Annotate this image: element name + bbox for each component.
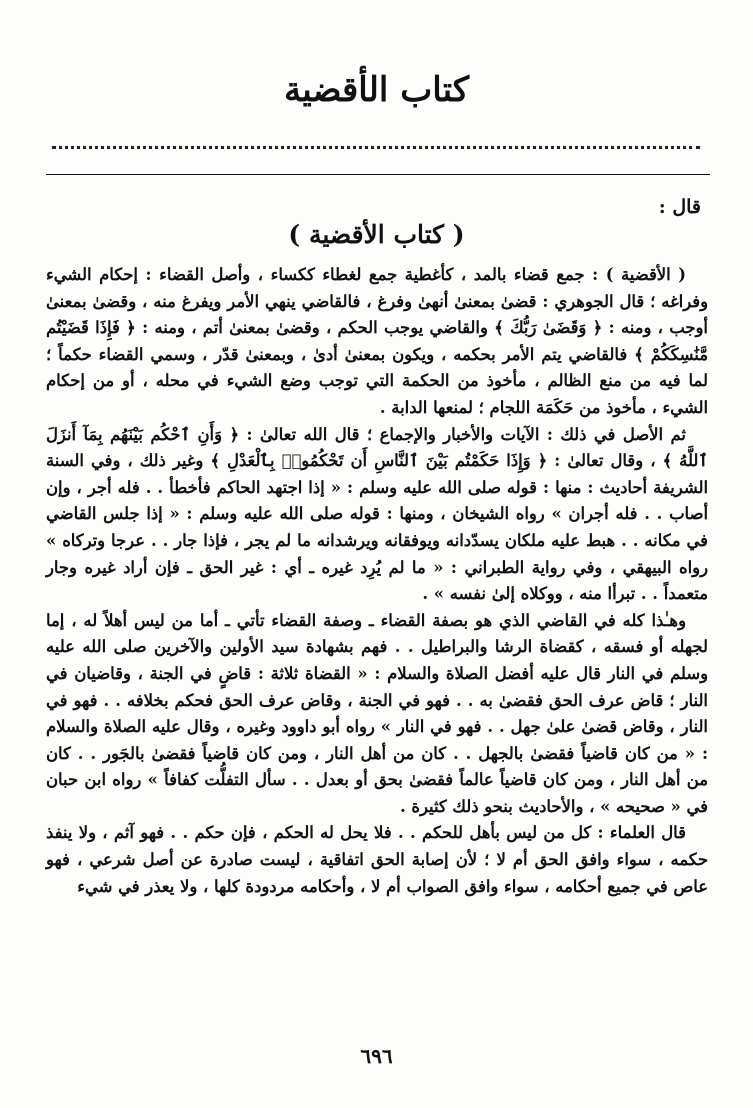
dotted-divider — [52, 146, 700, 149]
paragraph: ثم الأصل في ذلك : الآيات والأخبار والإجماع ؛ قال الله تعالىٰ : ﴿ وَأَنِ ٱحْكُم بَيْنَهُم بِمَآ أَنزَلَ ٱللَّهُ ﴾ ، وقال تعالىٰ : ﴿ وَإِذَا حَكَمْتُم بَيْنَ ٱلنَّاسِ أَن تَحْكُمُوا۟ بِٱلْعَدْلِ ﴾ وغير ذلك ، وفي السنة الشريفة أحاديث : منها : قوله صلى الله عليه وسلم : « إذا اجتهد الحاكم فأخطأ . . فله أجر ، وإن أصاب . . فله أجران » رواه الشيخان ، ومنها : قوله صلى الله عليه وسلم : « إذا جلس القاضي في مكانه . . هبط عليه ملكان يسدّدانه ويوفقانه ويرشدانه ما لم يجر ، فإذا جار . . عرجا وتركاه » رواه البيهقي ، وفي رواية الطبراني : « ما لم يُرِد غيره ـ أي : غير الحق ـ فإن أراد غيره وجار متعمداً . . تبرأا منه ، ووكلاه إلىٰ نفسه » . — [46, 424, 708, 604]
page-number: ٦٩٦ — [360, 1044, 393, 1068]
paragraph: ( الأقضية ) : جمع قضاء بالمد ، كأغطية جمع لغطاء ككساء ، وأصل القضاء : إحكام الشيء وفراغه ؛ قال الجوهري : قضىٰ بمعنىٰ أنهىٰ وفرغ ، فالقاضي ينهي الأمر ويفرغ منه ، وقضىٰ بمعنىٰ أوجب ، ومنه : ﴿ وَقَضَىٰ رَبُّكَ ﴾ والقاضي يوجب الحكم ، وقضىٰ بمعنىٰ أتم ، ومنه : ﴿ فَإِذَا قَضَيْتُم مَّنَٰسِكَكُمْ ﴾ فالقاضي يتم الأمر بحكمه ، ويكون بمعنىٰ أدىٰ ، وبمعنىٰ قدّر ، وسمي القضاء حكماً ؛ لما فيه من منع الظالم ، مأخوذ من الحكمة التي توجب وضع الشيء في محله ، أو من إحكام الشيء ، مأخوذ من حَكَمَة اللجام ؛ لمنعها الدابة . — [46, 265, 708, 417]
paragraph: وهـٰذا كله في القاضي الذي هو بصفة القضاء ـ وصفة القضاء تأتي ـ أما من ليس أهلاً له ، إما لجهله أو فسقه ، كقضاة الرشا والبراطيل . . فهم بشهادة سيد الأولين والآخرين صلى الله عليه وسلم في النار قال عليه أفضل الصلاة والسلام : « القضاة ثلاثة : قاضٍ في الجنة ، وقاضيان في النار ؛ قاض عرف الحق فقضىٰ به . . فهو في الجنة ، وقاض عرف الحق فحكم بخلافه . . فهو في النار ، وقاض قضىٰ علىٰ جهل . . فهو في النار » رواه أبو داوود وغيره ، وقال عليه الصلاة والسلام : « من كان قاضياً فقضىٰ بالجهل . . كان من أهل النار ، ومن كان قاضياً فقضىٰ بالجَور . . كان من أهل النار ، ومن كان قاضياً عالماً فقضىٰ بحق أو بعدل . . سأل التفلُّت كفافاً » رواه ابن حبان في « صحيحه » ، والأحاديث بنحو ذلك كثيرة . — [46, 610, 708, 816]
paragraph: قال العلماء : كل من ليس بأهل للحكم . . فلا يحل له الحكم ، فإن حكم . . فهو آثم ، ولا ينفذ حكمه ، سواء وافق الحق أم لا ؛ لأن إصابة الحق اتفاقية ، ليست صادرة عن أصل شرعي ، فهو عاص في جميع أحكامه ، سواء وافق الصواب أم لا ، وأحكامه مردودة كلها ، ولا يعذر في شيء — [46, 823, 708, 896]
book-title-header: كتاب الأقضية — [283, 70, 470, 110]
chapter-heading: ( كتاب الأقضية ) — [288, 220, 465, 249]
solid-divider — [46, 174, 710, 175]
intro-text: قال : — [658, 196, 701, 218]
body-text — [46, 262, 708, 900]
